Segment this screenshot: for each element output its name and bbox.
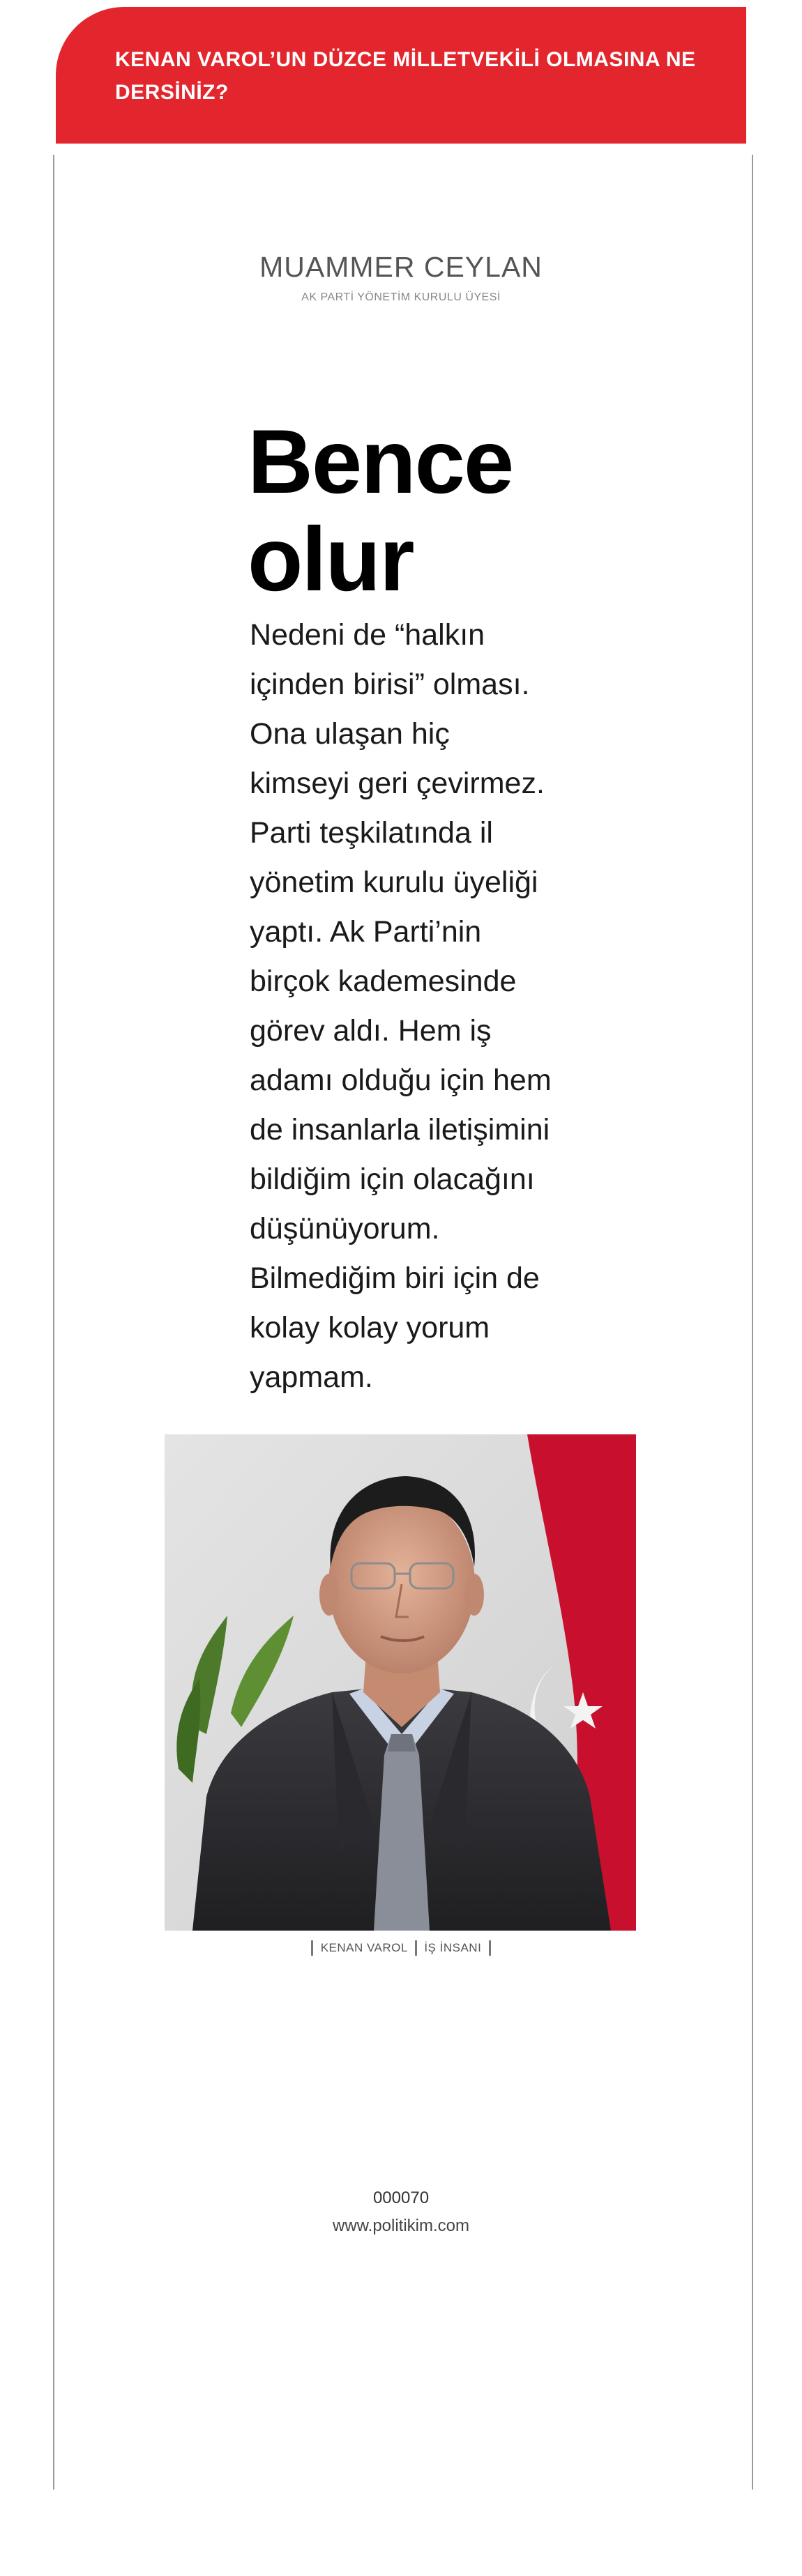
- portrait-photo: [165, 1434, 636, 1931]
- page-number: 000070: [372, 2188, 430, 2207]
- article-headline: Bence olur: [248, 411, 513, 610]
- article-body: Nedeni de “halkın içinden birisi” olması. Ona ulaşan hiç kimseyi geri çevirmez. Parti teşkilatında il yönetim kurulu üyeliği yaptı. Ak Parti’nin birçok kademesinde görev aldı. Hem iş adamı olduğu için hem de insanlarla iletişimini bildiğim için olacağını düşünüyorum. Bilmediğim biri için de kolay kolay yorum yapmam.: [250, 618, 552, 1394]
- caption-name: KENAN VAROL: [320, 1941, 408, 1954]
- portrait-illustration: [165, 1434, 636, 1931]
- caption-divider: [489, 1940, 491, 1956]
- site-url: www.politikim.com: [332, 2216, 470, 2235]
- caption-divider: [415, 1940, 417, 1956]
- frame-right-rule: [752, 155, 753, 2490]
- author-role: AK PARTİ YÖNETİM KURULU ÜYESİ: [301, 291, 501, 303]
- photo-caption: [0, 1940, 802, 1956]
- caption-role: İŞ İNSANI: [424, 1941, 482, 1954]
- caption-divider: [311, 1940, 313, 1956]
- author-name: MUAMMER CEYLAN: [259, 251, 543, 283]
- banner-title: KENAN VAROL’UN DÜZCE MİLLETVEKİLİ OLMASINA NE DERSİNİZ?: [115, 48, 696, 104]
- frame-left-rule: [53, 155, 54, 2490]
